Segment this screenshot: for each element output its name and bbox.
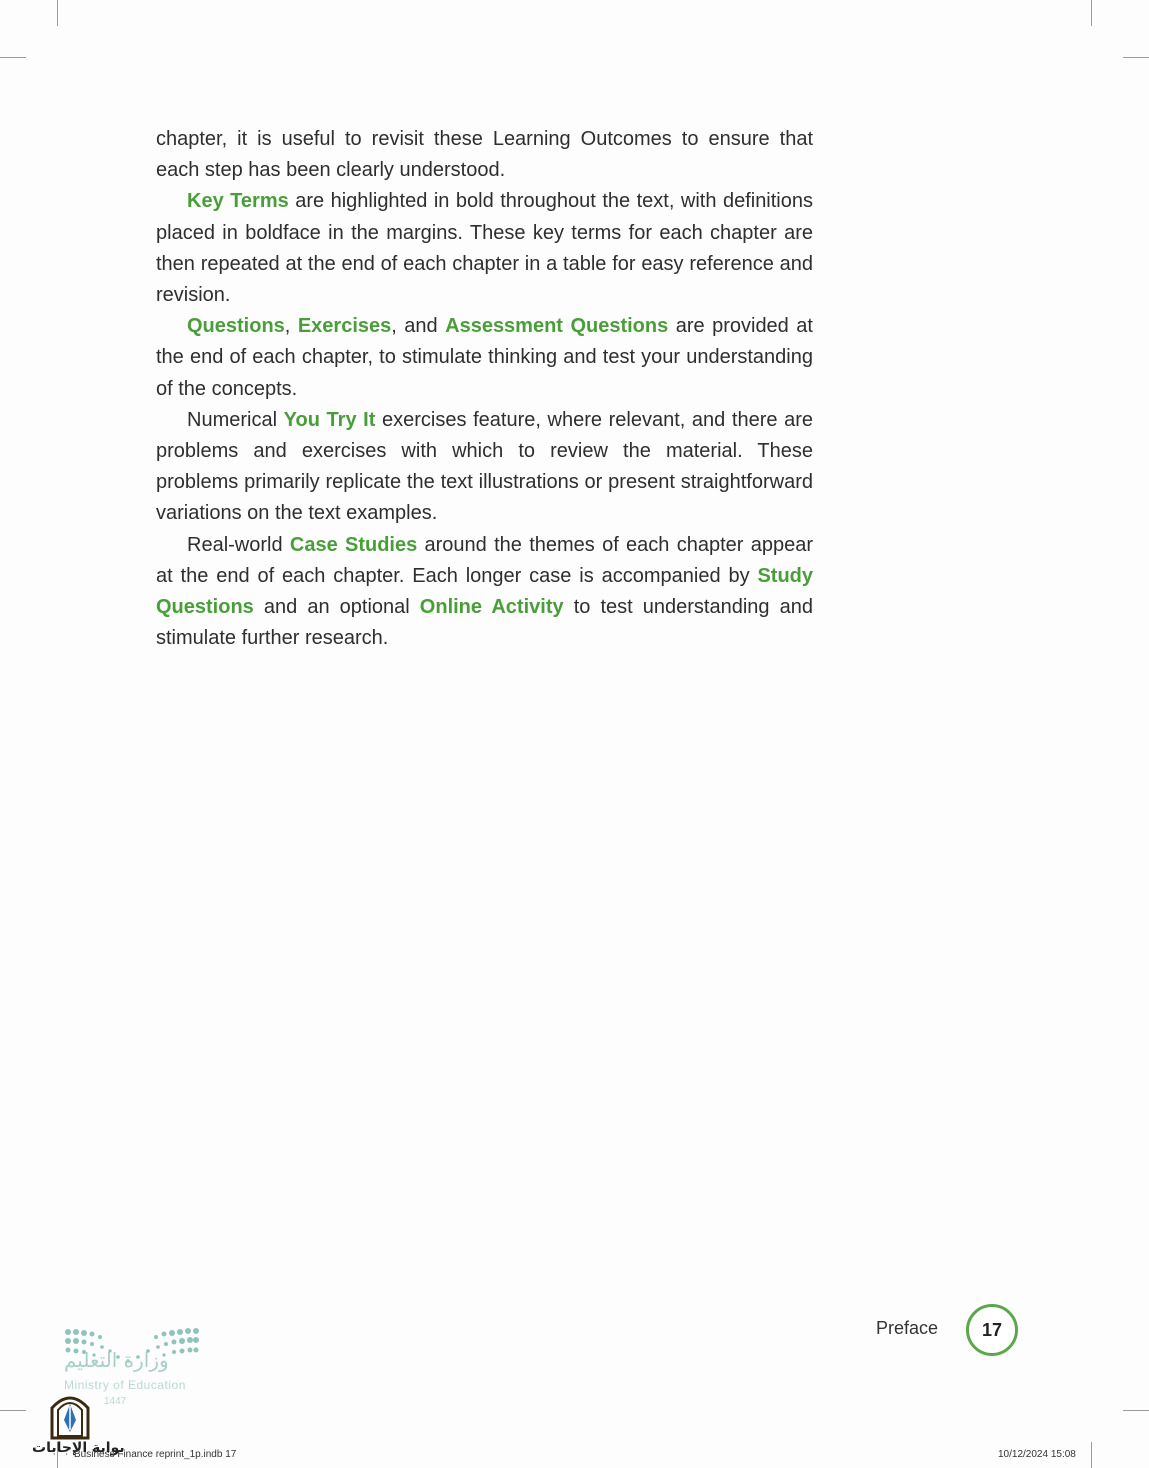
crop-mark	[1123, 1410, 1149, 1411]
paragraph-4	[156, 405, 813, 530]
highlight-term: Assessment Questions	[445, 315, 669, 338]
section-label: Preface	[876, 1318, 939, 1338]
page-number: 17	[966, 1304, 1018, 1356]
paragraph-text: are provided at the end of each chapter, to stimulate thinking and test your understanding of the concepts.	[156, 315, 813, 400]
watermark-stamp-text: بوابة الإجابات	[32, 1440, 125, 1456]
paragraph-text: exercises feature, where relevant, and there are problems and exercises with which to review the material. These problems primarily replicate the text illustrations or present straightforward variations on the text examples.	[156, 408, 814, 525]
highlight-term: You Try It	[283, 408, 376, 431]
crop-mark	[1091, 1442, 1092, 1468]
paragraph-text: chapter, it is useful to revisit these Learning Outcomes to ensure that each step has been clearly understood.	[156, 128, 813, 182]
paragraph-text: Numerical	[187, 408, 284, 431]
highlight-term: Case Studies	[289, 533, 418, 556]
crop-mark	[57, 0, 58, 26]
highlight-term: Study Questions	[156, 564, 813, 619]
paragraph-2	[156, 186, 813, 311]
crop-mark	[1091, 0, 1092, 26]
slug-file: Business Finance reprint_1p.indb 17	[74, 1449, 237, 1460]
highlight-term: Key Terms	[187, 190, 289, 213]
paragraph-text: to test understanding and stimulate further research.	[156, 596, 813, 650]
body-text	[156, 124, 813, 654]
paragraph-text: Real-world	[187, 533, 290, 556]
ministry-logo-arabic: وزارة التعليم	[64, 1348, 169, 1372]
paragraph-text: around the themes of each chapter appear at the end of each chapter. Each longer case is accompanied by	[156, 533, 813, 587]
paragraph-5	[156, 530, 813, 655]
highlight-term: Questions	[187, 315, 285, 338]
slug-datetime: 10/12/2024 15:08	[998, 1449, 1076, 1460]
paragraph-text: and an optional	[253, 596, 420, 619]
ministry-logo-english: Ministry of Education	[64, 1378, 186, 1392]
paragraph-1	[156, 124, 813, 186]
ministry-logo-year: 1447	[104, 1396, 127, 1407]
highlight-term: Online Activity	[419, 596, 564, 619]
paragraph-3	[156, 311, 813, 405]
paragraph-text: are highlighted in bold throughout the text, with definitions placed in boldface in the margins. These key terms for each chapter are then repeated at the end of each chapter in a table for easy reference and revision.	[156, 190, 813, 307]
watermark-stamp-icon	[46, 1386, 94, 1442]
crop-mark	[1123, 57, 1149, 58]
highlight-term: Exercises	[297, 315, 392, 338]
paragraph-text: ,	[284, 315, 298, 338]
crop-mark	[0, 1410, 26, 1411]
paragraph-text: , and	[391, 315, 446, 338]
crop-mark	[0, 57, 26, 58]
